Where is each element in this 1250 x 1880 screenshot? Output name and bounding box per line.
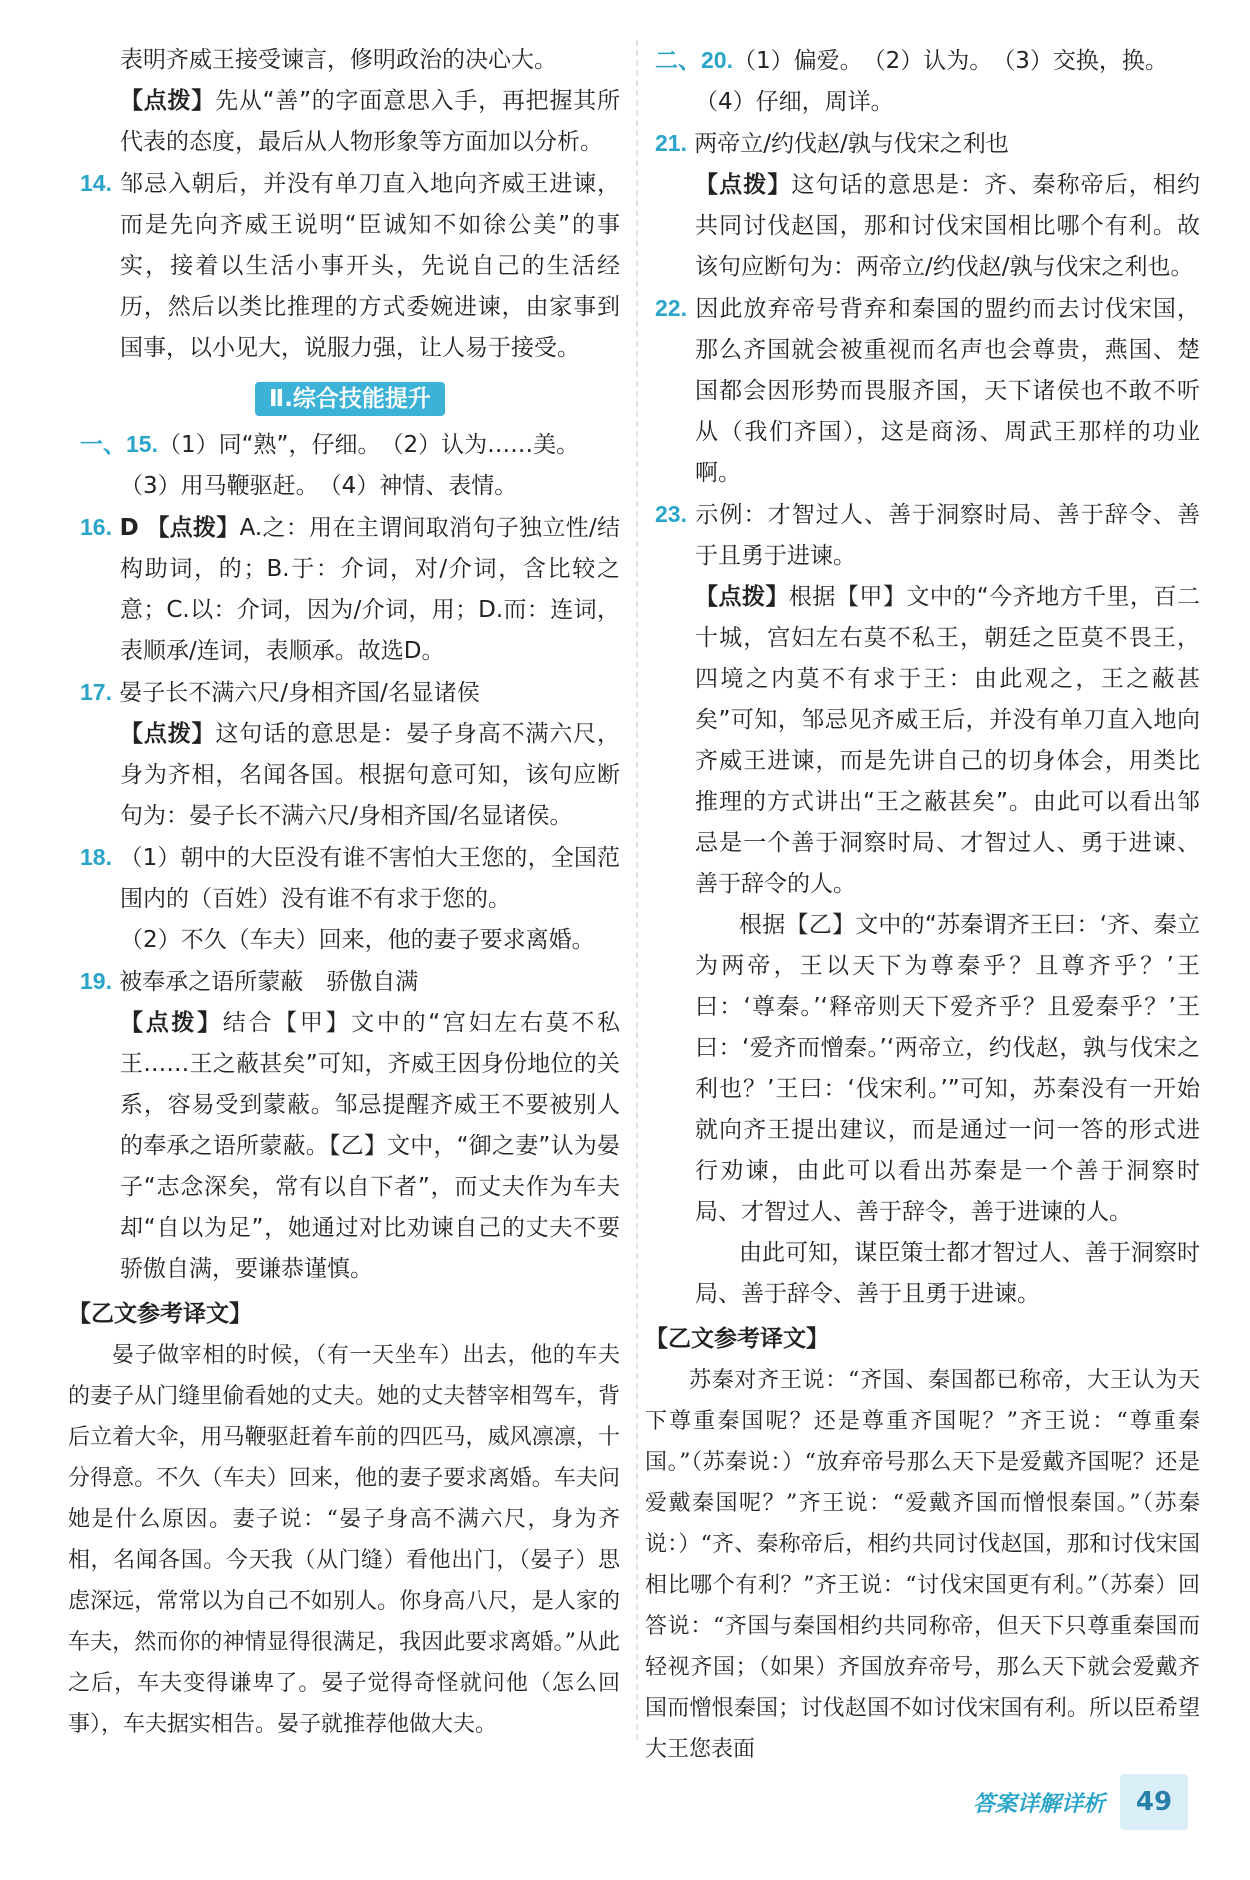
answer-20b: （4）仔细，周详。	[695, 89, 894, 115]
q-number: 14.	[80, 170, 112, 196]
hint-19	[80, 1003, 620, 1290]
hint-text: A.之：用在主谓间取消句子独立性/结构助词，的；B.于：介词，对/介词，含比较之意；C.以：介词，因为/介词，用；D.而：连词，表顺承/连词，表顺承。故选D。	[120, 515, 621, 664]
hint-tag: 【点拨】	[120, 721, 216, 747]
hint-23	[655, 577, 1200, 905]
hint-text: 先从“善”的字面意思入手，再把握其所代表的态度，最后从人物形象等方面加以分析。	[120, 88, 620, 155]
hint-text: 结合【甲】文中的“宫妇左右莫不私王……王之蔽甚矣”可知，齐威王因身份地位的关系，容易受到蒙蔽。邹忌提醒齐威王不要被别人的奉承之语所蒙蔽。【乙】文中，“御之妻”认为晏子“志念深矣，常有以自下者”，而丈夫作为车夫却“自以为足”，她通过对比劝谏自己的丈夫不要骄傲自满，要谦恭谨慎。	[120, 1010, 621, 1282]
hint-21	[655, 165, 1200, 288]
q-number: 二、20.	[655, 47, 733, 73]
answer-17	[80, 672, 620, 714]
answer-15	[80, 424, 620, 466]
answer-13-tail: 表明齐威王接受谏言，修明政治的决心大。	[120, 47, 557, 73]
hint-text: 根据【甲】文中的“今齐地方千里，百二十城，宫妇左右莫不私王，朝廷之臣莫不畏王，四境之内莫不有求于王：由此观之，王之蔽甚矣”可知，邹忌见齐威王后，并没有单刀直入地向齐威王进谏，而是先讲自己的切身体会，用类比推理的方式讲出“王之蔽甚矣”。由此可以看出邹忌是一个善于洞察时局、才智过人、勇于进谏、善于辞令的人。	[695, 584, 1200, 897]
translation-title: 【乙文参考译文】	[645, 1326, 829, 1352]
hint-tag: 【点拨】	[120, 1010, 223, 1036]
translation-text: 苏秦对齐王说：“齐国、秦国都已称帝，大王认为天下尊重秦国呢？还是尊重齐国呢？”齐王说：“尊重秦国。”（苏秦说：）“放弃帝号那么天下是爱戴齐国呢？还是爱戴秦国呢？”齐王说：“爱戴齐国而憎恨秦国。”（苏秦说：）“齐、秦称帝后，相约共同讨伐赵国，那和讨伐宋国相比哪个有利？”齐王说：“讨伐宋国更有利。”（苏秦）回答说：“齐国与秦国相约共同称帝，但天下只尊重秦国而轻视齐国；（如果）齐国放弃帝号，那么天下就会爱戴齐国而憎恨秦国；讨伐赵国不如讨伐宋国有利。所以臣希望大王您表面	[645, 1368, 1200, 1762]
answer-15b: （3）用马鞭驱赶。 （4）神情、表情。	[120, 473, 518, 499]
hint-text: 这句话的意思是：齐、秦称帝后，相约共同讨伐赵国，那和讨伐宋国相比哪个有利。故该句应断句为：两帝立/约伐赵/孰与伐宋之利也。	[695, 172, 1201, 280]
q-number: 16.	[80, 514, 112, 540]
answer-text: 晏子长不满六尺/身相齐国/名显诸侯	[119, 680, 480, 706]
q-number: 23.	[655, 501, 687, 527]
hint-tag: 【点拨】	[695, 584, 789, 610]
hint-tag: 【点拨】	[146, 515, 240, 541]
answer-text: 邹忌入朝后，并没有单刀直入地向齐威王进谏，而是先向齐威王说明“臣诚知不如徐公美”的事实，接着以生活小事开头，先说自己的生活经历，然后以类比推理的方式委婉进谏，由家事到国事，以小见大，说服力强，让人易于接受。	[120, 171, 621, 361]
right-column	[645, 40, 1201, 1770]
q-number: 22.	[655, 295, 687, 321]
hint-text: 这句话的意思是：晏子身高不满六尺，身为齐相，名闻各国。根据句意可知，该句应断句为：晏子长不满六尺/身相齐国/名显诸侯。	[120, 721, 621, 829]
translation-title: 【乙文参考译文】	[68, 1301, 252, 1327]
q-number: 一、15.	[80, 431, 158, 457]
answer-19	[80, 961, 620, 1003]
section-title: Ⅱ.综合技能提升	[255, 382, 445, 416]
hint-23-para2: 根据【乙】文中的“苏秦谓齐王曰：‘齐、秦立为两帝，王以天下为尊秦乎？且尊齐乎？’王曰：‘尊秦。’‘释帝则天下爱齐乎？且爱秦乎？’王曰：‘爱齐而憎秦。’‘两帝立，约伐赵，孰与伐宋之利也？’王曰：‘伐宋利。’”可知，苏秦没有一开始就向齐王提出建议，而是通过一问一答的形式进行劝谏，由此可以看出苏秦是一个善于洞察时局、才智过人、善于辞令，善于进谏的人。	[695, 912, 1200, 1225]
q-number: 18.	[80, 844, 112, 870]
answer-18b: （2）不久（车夫）回来，他的妻子要求离婚。	[120, 927, 595, 953]
answer-text: 两帝立/约伐赵/孰与伐宋之利也	[694, 131, 1009, 157]
column-divider	[636, 40, 638, 1740]
left-column	[68, 40, 621, 1745]
footer-label: 答案详解详析	[973, 1792, 1106, 1817]
hint-23-para3: 由此可知，谋臣策士都才智过人、善于洞察时局、善于辞令、善于且勇于进谏。	[695, 1240, 1200, 1307]
hint-tag: 【点拨】	[120, 88, 216, 114]
hint-13	[80, 81, 620, 163]
answer-18	[80, 837, 620, 920]
answer-text: 示例：才智过人、善于洞察时局、善于辞令、善于且勇于进谏。	[695, 502, 1201, 569]
answer-16	[80, 507, 620, 672]
answer-choice: D	[119, 515, 139, 541]
q-number: 19.	[80, 968, 112, 994]
answer-21	[655, 123, 1200, 165]
section-heading	[80, 379, 620, 420]
hint-17	[80, 714, 620, 837]
q-number: 17.	[80, 679, 112, 705]
answer-22	[655, 288, 1200, 494]
answer-text: 被奉承之语所蒙蔽 骄傲自满	[119, 969, 419, 995]
q-number: 21.	[655, 130, 687, 156]
translation-text: 晏子做宰相的时候，（有一天坐车）出去，他的车夫的妻子从门缝里偷看她的丈夫。她的丈夫替宰相驾车，背后立着大伞，用马鞭驱赶着车前的四匹马，威风凛凛，十分得意。不久（车夫）回来，他的妻子要求离婚。车夫问她是什么原因。妻子说：“晏子身高不满六尺，身为齐相，名闻各国。今天我（从门缝）看他出门，（晏子）思虑深远，常常以为自己不如别人。你身高八尺，是人家的车夫，然而你的神情显得很满足，我因此要求离婚。”从此之后，车夫变得谦卑了。晏子觉得奇怪就问他（怎么回事），车夫据实相告。晏子就推荐他做大夫。	[68, 1343, 620, 1737]
page-number: 49	[1120, 1774, 1188, 1830]
hint-tag: 【点拨】	[695, 172, 792, 198]
answer-text: （1）同“熟”，仔细。 （2）认为……美。	[157, 432, 580, 458]
answer-text: 因此放弃帝号背弃和秦国的盟约而去讨伐宋国，那么齐国就会被重视而名声也会尊贵，燕国、楚国都会因形势而畏服齐国，天下诸侯也不敢不听从（我们齐国），这是商汤、周武王那样的功业啊。	[695, 296, 1201, 486]
answer-23	[655, 494, 1200, 577]
answer-14	[80, 163, 620, 369]
answer-text: （1）偏爱。 （2）认为。 （3）交换，换。	[732, 48, 1168, 74]
answer-text: （1）朝中的大臣没有谁不害怕大王您的，全国范围内的（百姓）没有谁不有求于您的。	[119, 845, 620, 912]
answer-20	[655, 40, 1200, 82]
